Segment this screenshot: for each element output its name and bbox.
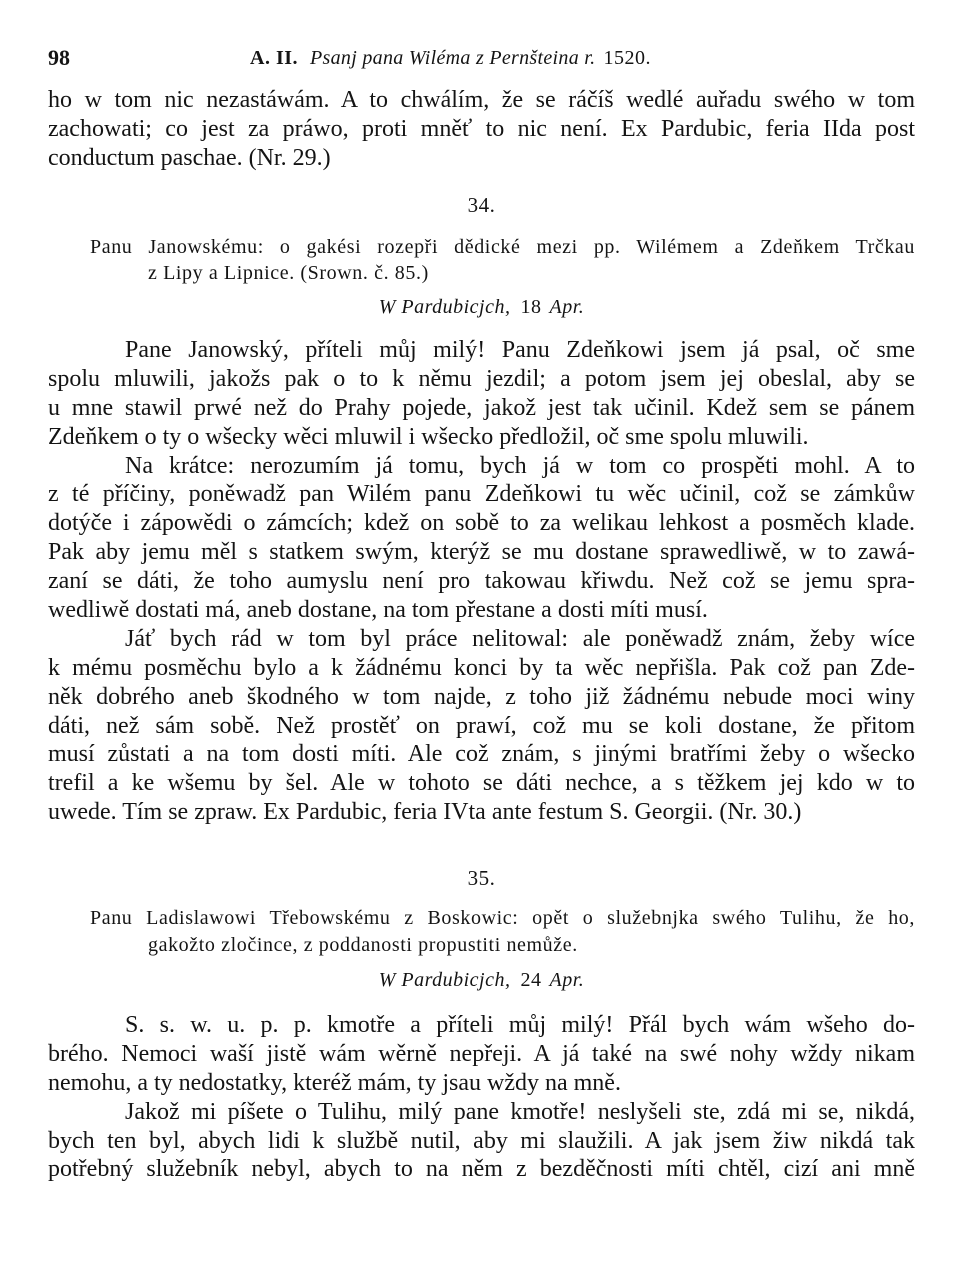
dateline-place: W Pardubicjch,	[378, 296, 511, 318]
text-line: z té příčiny, poněwadž pan Wilém panu Zdeňkowi tu wěc učinil, což se zámkůw	[48, 481, 915, 508]
text-line: Jáť bych rád w tom byl práce nelitowal: ale poněwadž znám, žeby wíce	[125, 625, 915, 652]
letter-dateline	[48, 968, 915, 992]
running-title-prefix: A. II.	[250, 47, 299, 69]
text-line: wedliwě dostati má, aneb dostane, na tom přestane a dosti míti musí.	[48, 597, 708, 624]
text-line: conductum paschae. (Nr. 29.)	[48, 144, 331, 171]
summary-line: z Lipy a Lipnice. (Srown. č. 85.)	[148, 262, 429, 284]
letter-number: 34.	[467, 193, 496, 217]
text-line: spolu mluwili, jakožs pak o to k němu jezdil; a potom jsem jej obeslal, aby se	[48, 365, 915, 392]
paragraph	[48, 336, 915, 452]
text-line: nemohu, a ty nedostatky, kteréž mám, ty jsau wždy na mně.	[48, 1069, 621, 1096]
text-line: Zdeňkem o ty o wšecky wěci mluwil i wšecko předložil, oč sme spolu mluwili.	[48, 423, 809, 450]
text-line: potřebný služebník nebyl, abych to na něm z bezděčnosti míti chtěl, cizí ani mně	[48, 1156, 915, 1183]
text-line: k mému posměchu bylo a k žádnému konci by ta wěc nepřišla. Pak což pan Zde-	[48, 654, 915, 681]
summary-line: Panu Janowskému: o gakési rozepři dědické mezi pp. Wilémem a Zdeňkem Trčkau	[90, 236, 915, 258]
letter-body	[48, 1011, 915, 1184]
text-line: S. s. w. u. p. p. kmotře a příteli můj milý! Přál bych wám wšeho do-	[125, 1012, 915, 1038]
paragraph	[48, 1011, 915, 1098]
dateline-day: 18	[520, 296, 542, 318]
running-header	[48, 44, 915, 72]
summary-line: gakožto zločince, z poddanosti propustiti nemůže.	[148, 934, 578, 956]
text-line: ho w tom nic nezastáwám. A to chwálím, že se ráčíš wedlé auřadu swého w tom	[48, 87, 915, 113]
running-title-italic: Psanj pana Wiléma z Pernšteina r.	[310, 47, 596, 69]
text-line: dotýče i zápowědi o zámcích; kdež on sobě to za welikau lehkost a posměch klade.	[48, 510, 915, 537]
text-line: dáti, než sám sobě. Než prostěť on prawí, což mu se koli dostane, že přitom	[48, 712, 915, 739]
letter-summary	[90, 905, 915, 959]
letter-body	[48, 336, 915, 827]
text-line: Jakož mi píšete o Tulihu, milý pane kmotře! neslyšeli ste, zdá mi se, nikdá,	[125, 1098, 915, 1125]
text-line: musí zůstati a na tom dosti míti. Ale což znám, s jinými bratřími žeby o wšecko	[48, 741, 915, 768]
dateline-place: W Pardubicjch,	[378, 969, 511, 991]
summary-line: Panu Ladislawowi Třebowskému z Boskowic: opět o služebnjka swého Tulihu, že ho,	[90, 907, 915, 929]
letter-dateline	[48, 295, 915, 319]
running-title-year: 1520.	[603, 47, 651, 69]
dateline-month: Apr.	[549, 969, 585, 991]
text-line: trefil a ke wšemu by šel. Ale w tohoto se dáti nechce, a s těžkem jej kdo w to	[48, 770, 915, 797]
continuation-paragraph	[48, 86, 915, 173]
dateline-day: 24	[520, 969, 542, 991]
text-line: Pane Janowský, příteli můj milý! Panu Zdeňkowi jsem já psal, oč sme	[125, 337, 915, 363]
page-number: 98	[48, 45, 70, 70]
letter-summary	[90, 234, 915, 286]
running-title	[250, 44, 651, 72]
paragraph	[48, 625, 915, 827]
text-line: Pak aby jemu měl s statkem swým, kterýž se mu dostane sprawedliwě, w to zawá-	[48, 539, 915, 566]
text-line: zaní se dáti, že toho aumyslu není pro takowau křiwdu. Než což se jemu spra-	[48, 568, 915, 595]
paragraph	[48, 452, 915, 625]
text-line: zachowati; co jest za práwo, proti mněť to nic není. Ex Pardubic, feria IIda post	[48, 115, 915, 142]
text-line: u mne stawil prwé než do Prahy pojede, jakož jest tak učinil. Kdež sem se pánem	[48, 394, 915, 421]
text-line: bych ten byl, abych lidi k službě nutil, aby mi slaužili. A jak jsem žiw nikdá tak	[48, 1127, 915, 1154]
letter-number: 35.	[467, 866, 496, 890]
text-line: uwede. Tím se zpraw. Ex Pardubic, feria IVta ante festum S. Georgii. (Nr. 30.)	[48, 799, 802, 826]
text-line: něk dobrého aneb škodného w tom najde, z toho již žádnému nebude moci winy	[48, 683, 915, 710]
text-line: Na krátce: nerozumím já tomu, bych já w tom co prospěti mohl. A to	[125, 452, 915, 479]
dateline-month: Apr.	[549, 296, 585, 318]
paragraph	[48, 1098, 915, 1185]
text-line: brého. Nemoci waší jistě wám wěrně nepřeji. A já také na swé nohy wždy nikam	[48, 1040, 915, 1067]
